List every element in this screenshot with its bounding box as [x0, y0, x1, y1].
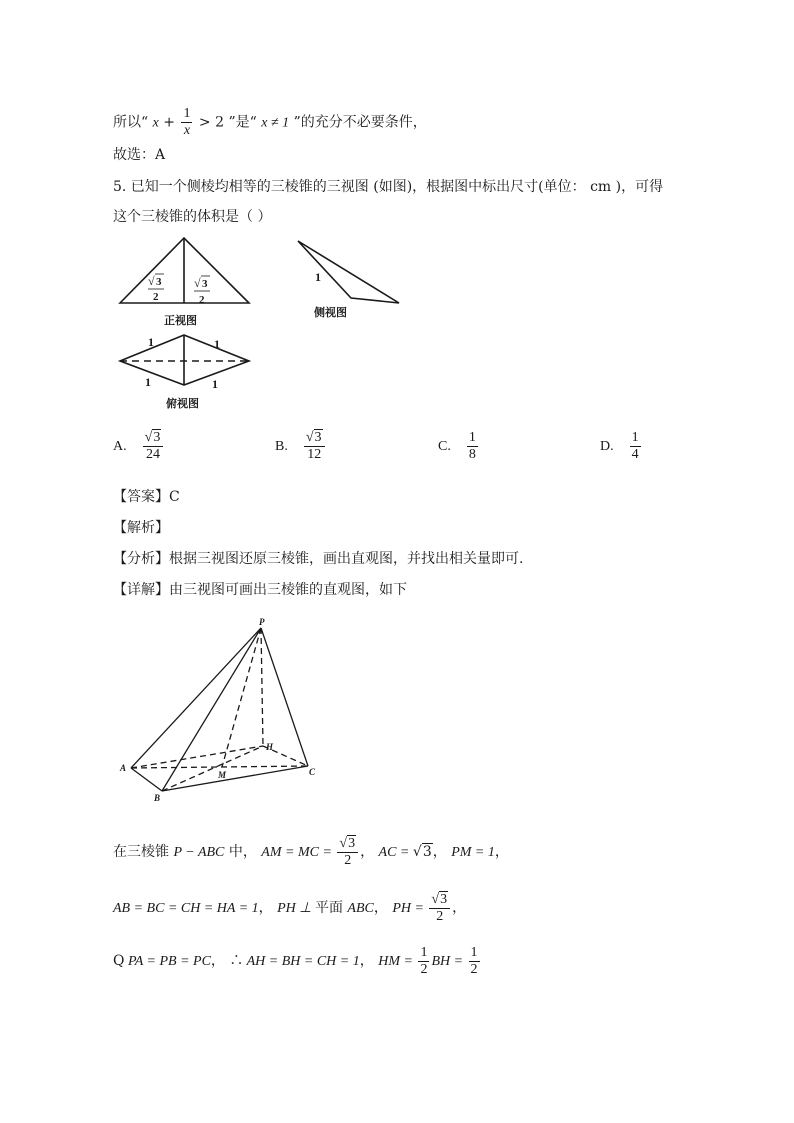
point-C: C: [309, 767, 316, 777]
option-d-value: [630, 430, 641, 463]
xiangjie-tag: 【详解】: [113, 582, 169, 598]
front-view-two-left: 2: [153, 291, 159, 303]
point-B: B: [154, 793, 161, 803]
point-M: M: [218, 770, 227, 780]
sqrt-sign: √: [412, 844, 422, 860]
eq3-two-b: 2: [470, 961, 478, 977]
top-view-length-top-left: 1: [148, 335, 154, 349]
side-view: [298, 241, 399, 303]
eq2-ph-equals: PH =: [392, 901, 428, 916]
eq2-ph-perp: PH ⊥: [277, 901, 315, 916]
front-view: [120, 238, 249, 303]
eq3-fraction-half-2: [469, 945, 480, 978]
plus-sign: +: [158, 114, 180, 131]
xiangjie-text: 由三视图可画出三棱锥的直观图，如下: [169, 582, 407, 598]
option-d-letter: D.: [600, 438, 614, 454]
front-view-sqrt-sign-left: √: [148, 274, 155, 288]
eq2-sqrt3: 3: [440, 891, 448, 907]
top-view-length-bottom-left: 1: [145, 375, 151, 389]
point-P: P: [259, 617, 265, 627]
front-view-label: 正视图: [164, 315, 197, 327]
choice-line: 故选：A: [113, 147, 166, 163]
fenxi-text: 根据三视图还原三棱锥，画出直观图，并找出相关量即可.: [169, 551, 524, 567]
side-view-label: 侧视图: [314, 307, 347, 319]
top-view: [120, 335, 249, 385]
analysis-tag: 【解析】: [113, 520, 169, 536]
conclusion-prefix: 所以“: [113, 114, 149, 131]
var-x: x: [152, 115, 159, 131]
top-view-length-top-right: 1: [214, 337, 220, 351]
sqrt-sign: √: [305, 430, 314, 445]
answer-line: [113, 487, 180, 507]
side-view-length-1: 1: [315, 270, 321, 284]
front-view-two-right: 2: [199, 294, 205, 306]
option-d-denominator: 4: [631, 447, 639, 462]
option-a-numerator: 3: [153, 430, 161, 445]
sqrt-sign: √: [144, 430, 153, 445]
option-a-letter: A.: [113, 438, 127, 454]
option-b[interactable]: [275, 430, 327, 463]
option-b-letter: B.: [275, 438, 288, 454]
conclusion-middle: ”是“: [228, 114, 262, 131]
eq2-abc: ABC: [347, 901, 374, 916]
question-5-line-2: 这个三棱锥的体积是（ ）: [113, 209, 272, 225]
top-view-length-bottom-right: 1: [212, 377, 218, 391]
eq2-fraction-sqrt3-over-2: [429, 892, 450, 925]
pyramid-diagram: [110, 612, 350, 812]
answer-value: C: [169, 489, 180, 505]
three-view-figure: [0, 232, 794, 412]
eq1-two: 2: [344, 852, 352, 868]
eq2-comma2: ，: [373, 900, 388, 916]
conclusion-line: [113, 106, 427, 139]
condition-x-neq-1: x ≠ 1: [261, 115, 290, 131]
option-d[interactable]: [600, 430, 643, 463]
option-b-denominator: 12: [307, 447, 322, 462]
eq2-plane: 平面: [314, 900, 348, 916]
eq1-sqrt3: 3: [348, 835, 356, 851]
eq1-ac-sqrt3: 3: [422, 844, 432, 860]
eq1-pyramid-name: P − ABC: [173, 845, 225, 860]
option-c[interactable]: [438, 430, 480, 463]
equation-line-3: [113, 943, 482, 980]
eq3-one-a: 1: [420, 944, 428, 960]
eq1-comma3: ，: [494, 844, 509, 860]
eq3-pa-pb-pc: PA = PB = PC: [124, 954, 211, 969]
option-b-value: [304, 430, 325, 463]
eq3-two-a: 2: [420, 961, 428, 977]
top-view-label: 俯视图: [166, 398, 199, 410]
question-5-line-1: 5. 已知一个侧棱均相等的三棱锥的三视图 (如图)，根据图中标出尺寸(单位： cm )，可得: [113, 179, 664, 195]
eq3-comma2: ，: [359, 953, 374, 969]
fraction-denominator: x: [183, 123, 191, 138]
option-a[interactable]: [113, 430, 165, 463]
option-b-numerator: 3: [314, 430, 322, 445]
sqrt-sign: √: [339, 835, 348, 851]
answer-tag: 【答案】: [113, 489, 169, 505]
point-H: H: [266, 742, 274, 752]
fraction-one-over-x: [181, 106, 192, 139]
eq1-am-mc: AM = MC =: [261, 845, 336, 860]
eq3-ah-bh-ch: AH = BH = CH = 1: [243, 954, 360, 969]
eq1-comma1: ，: [360, 844, 375, 860]
option-d-numerator: 1: [631, 430, 639, 445]
xiangjie-line: [113, 580, 407, 600]
eq2-ab-bc-ch-ha: AB = BC = CH = HA = 1: [113, 901, 259, 916]
option-c-denominator: 8: [468, 447, 476, 462]
eq1-mid: 中，: [224, 844, 257, 860]
option-c-value: [467, 430, 478, 463]
eq1-prefix: 在三棱锥: [113, 844, 174, 860]
point-A: A: [120, 763, 127, 773]
eq1-pm: PM = 1: [451, 845, 495, 860]
front-view-sqrt-sign-right: √: [194, 276, 201, 290]
conclusion-suffix: ”的充分不必要条件，: [293, 114, 427, 131]
eq1-fraction-sqrt3-over-2: [337, 836, 358, 869]
option-a-value: [143, 430, 164, 463]
eq3-therefore: ∴: [229, 953, 244, 969]
eq3-bh: BH =: [431, 954, 467, 969]
eq2-two: 2: [436, 908, 444, 924]
front-view-sqrt3-right: 3: [202, 278, 208, 290]
equation-line-1: [113, 834, 509, 871]
eq3-hm: HM =: [378, 954, 417, 969]
option-a-denominator: 24: [145, 447, 160, 462]
eq3-fraction-half-1: [418, 945, 429, 978]
eq2-comma1: ，: [258, 900, 273, 916]
eq1-comma2: ，: [432, 844, 447, 860]
eq1-ac: AC =: [378, 845, 413, 860]
option-c-letter: C.: [438, 438, 451, 454]
fenxi-tag: 【分析】: [113, 551, 169, 567]
option-c-numerator: 1: [468, 430, 476, 445]
fenxi-line: [113, 549, 523, 569]
fraction-numerator: 1: [183, 106, 191, 121]
sqrt-sign: √: [431, 891, 440, 907]
greater-than-two: > 2: [194, 114, 229, 131]
eq2-comma3: ，: [452, 900, 467, 916]
eq3-comma1: ，: [210, 953, 225, 969]
eq3-one-b: 1: [470, 944, 478, 960]
equation-line-2: [113, 890, 466, 927]
front-view-sqrt3-left: 3: [156, 276, 162, 288]
eq3-q-glyph: Q: [113, 953, 125, 969]
